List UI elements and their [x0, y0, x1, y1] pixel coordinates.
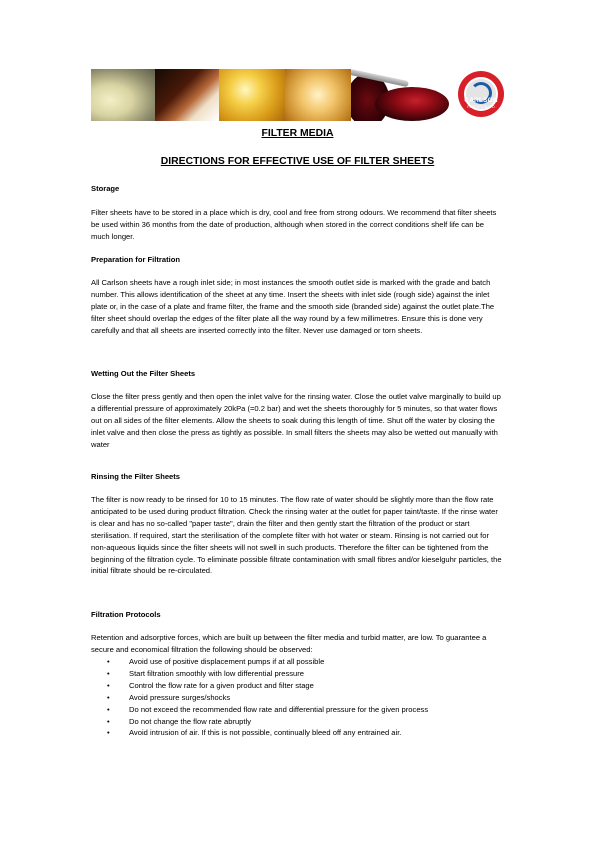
logo-text: CARLSON — [464, 97, 498, 104]
list-item — [91, 680, 503, 692]
list-item-text: Do not exceed the recommended flow rate and differential pressure for the given process — [129, 704, 429, 714]
section-body-wetting-out: Close the filter press gently and then open the inlet valve for the rinsing water. Close the outlet valve marginally to build up a differential pressure of approximately 20kPa (=0.2 bar) and wet the sheets thoroughly for 5 minutes, so that water flows out on all sides of the filter elements. Allow the sheets to soak during this length of time. Shut off the water by closing the inlet valve and then close the press as tightly as possible. In small filters the sheets may also be wetted out manually with water — [91, 392, 501, 449]
list-item-text: Avoid use of positive displacement pumps if at all possible — [129, 657, 325, 666]
bullet-icon: • — [107, 716, 110, 726]
bullet-icon: • — [107, 680, 110, 690]
page-subtitle: DIRECTIONS FOR EFFECTIVE USE OF FILTER SHEETS — [160, 156, 435, 167]
section-heading-preparation: Preparation for Filtration — [91, 255, 181, 264]
red-liquid-spoon-photo — [351, 69, 457, 121]
bullet-icon: • — [107, 728, 110, 738]
list-item-text: Avoid pressure surges/shocks — [129, 692, 231, 702]
list-item — [91, 727, 503, 739]
list-item — [91, 692, 503, 704]
liquor-bottle-photo — [155, 69, 219, 121]
list-item-text: Control the flow rate for a given product and filter stage — [129, 680, 314, 690]
section-heading-filtration-protocols: Filtration Protocols — [91, 610, 161, 619]
list-item-text: Do not change the flow rate abruptly — [129, 716, 251, 726]
section-heading-storage: Storage — [91, 184, 120, 193]
filtration-protocol-list — [91, 656, 503, 739]
beer-foam-photo — [219, 69, 285, 121]
header-image-strip — [91, 69, 504, 121]
bullet-icon: • — [107, 668, 110, 678]
white-wine-glass-photo — [91, 69, 155, 121]
list-item — [91, 716, 503, 728]
list-item — [91, 668, 503, 680]
logo-subtext: FILTRATION LTD — [467, 105, 495, 109]
beer-bubbles-photo — [285, 69, 351, 121]
list-item-text: Avoid intrusion of air. If this is not possible, continually bleed off any entrained air. — [129, 728, 402, 738]
page-title: FILTER MEDIA — [261, 128, 334, 139]
carlson-logo-area — [457, 69, 504, 121]
section-body-preparation: All Carlson sheets have a rough inlet side; in most instances the smooth outlet side is marked with the grade and batch number. This allows identification of the sheet at any time. Insert the sheets with inlet side (rough side) against the inlet plate or, in the case of a plate and frame filter, the frame and the smooth side (branded side) against the outlet plate.The filter sheet should overlap the edges of the filter plate all the way round by a few millimetres. Ensure this is done very carefully and that all sheets are inserted correctly into the filter. Never use damaged or torn sheets. — [91, 278, 495, 335]
section-body-storage: Filter sheets have to be stored in a place which is dry, cool and free from strong odours. We recommend that filter sheets be used within 36 months from the date of production, although when stored in the correct conditions shelf life can be much longer. — [91, 208, 497, 241]
bullet-icon: • — [107, 657, 110, 666]
list-item — [91, 656, 503, 668]
bullet-icon: • — [107, 692, 110, 702]
bullet-icon: • — [107, 704, 110, 714]
section-body-rinsing: The filter is now ready to be rinsed for 10 to 15 minutes. The flow rate of water should be slightly more than the flow rate anticipated to be used during product filtration. Check the rinsing water at the outlet for paper taint/taste. If the rinse water is clear and has no so-called "paper taste", drain the filter and then gently start the filtration of the product or start sterilisation. If required, start the sterilisation of the complete filter with hot water or steam. Rinsing is not carried out for non-aqueous liquids since the filter sheets will not swell in such products. Therefore the filter can be tightened from the beginning of the filtration cycle. To eliminate possible filtrate contamination with small fibres and/or kieselguhr particles, the initial filtrate should be re-circulated. — [91, 495, 502, 576]
section-heading-wetting-out: Wetting Out the Filter Sheets — [91, 369, 196, 378]
section-heading-rinsing: Rinsing the Filter Sheets — [91, 472, 181, 481]
list-item-text: Start filtration smoothly with low differential pressure — [129, 668, 305, 678]
list-item — [91, 704, 503, 716]
carlson-logo — [458, 71, 504, 117]
section-body-filtration-protocols: Retention and adsorptive forces, which are built up between the filter media and turbid matter, are low. To guarantee a secure and economical filtration the following should be observed: — [91, 633, 487, 654]
